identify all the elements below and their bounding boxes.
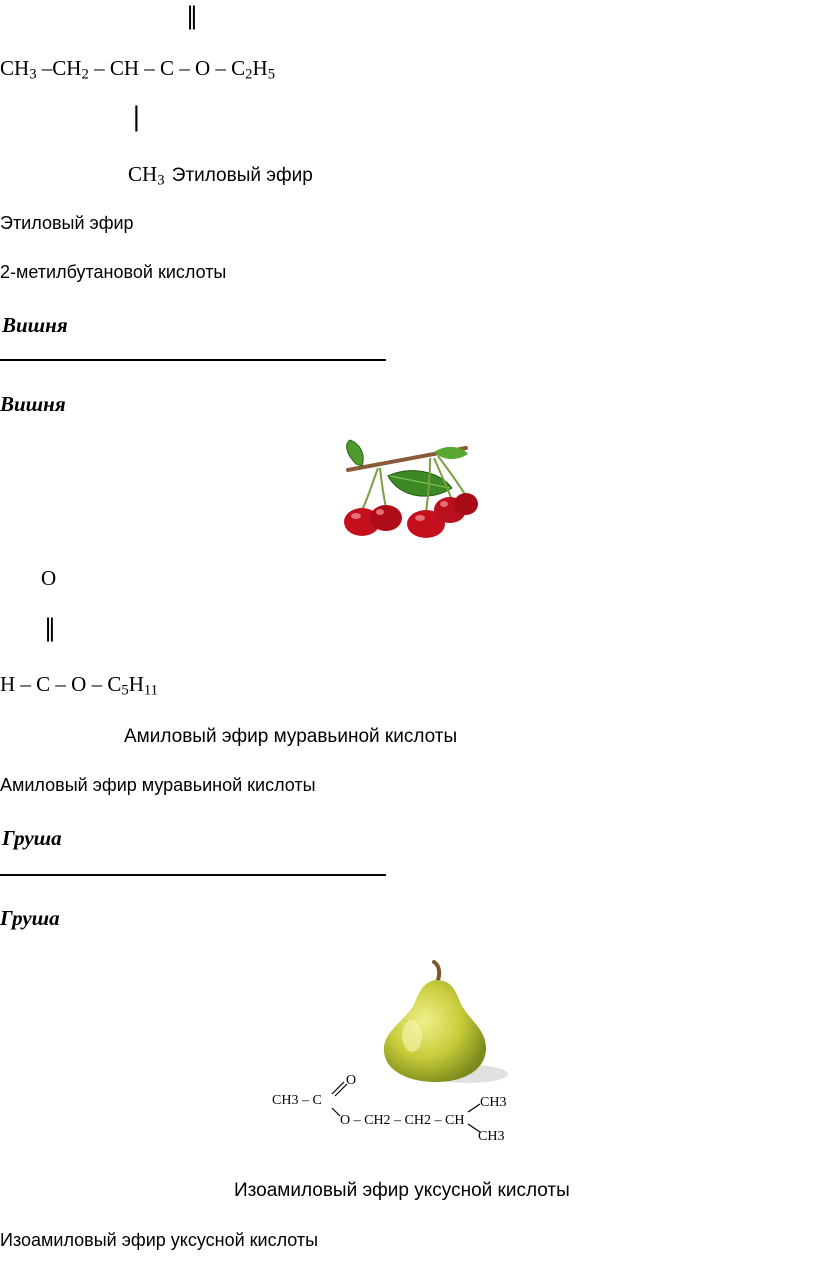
structure-ch3-bottom: CH3 (478, 1129, 505, 1144)
single-bond-symbol: | (132, 102, 141, 132)
structure-left: CH3 – C (272, 1093, 322, 1108)
ester-name-line-1: Этиловый эфир (0, 213, 134, 233)
pear-heading-2: Груша (0, 906, 60, 930)
structure-carbonyl-o: O (346, 1073, 357, 1088)
ester-formula-1: $CH_3$ $-CH_2$ – CH – C – O – $C_2H_5$ (0, 56, 276, 83)
double-bond-symbol: ‖ (186, 2, 198, 30)
cherry-heading-row (0, 313, 68, 338)
structure-ch3-top: CH3 (480, 1095, 507, 1110)
formula-caption: Этиловый эфир (171, 165, 313, 186)
isoamyl-acetate-structure (268, 1068, 518, 1148)
ester-name-2: Амиловый эфир муравьиной кислоты (0, 775, 316, 795)
ester-name-line-2: 2-метилбутановой кислоты (0, 262, 227, 282)
horizontal-rule (0, 359, 386, 361)
pear-heading-row (0, 826, 62, 851)
structure-chain: O – CH2 – CH2 – CH (340, 1113, 465, 1128)
cherry-image (338, 436, 486, 540)
ester-name-3: Изоамиловый эфир уксусной кислоты (0, 1230, 319, 1250)
pear-heading: Груша (2, 826, 62, 850)
double-bond-symbol: ‖ (44, 614, 56, 642)
carbonyl-oxygen: O (41, 566, 57, 590)
formula-caption-3: Изоамиловый эфир уксусной кислоты (234, 1180, 570, 1201)
cherry-heading-2: Вишня (0, 392, 66, 416)
horizontal-rule (0, 874, 386, 876)
ester-formula-2: H – C – O – $C_5H_{11}$ (0, 672, 159, 699)
cherry-heading: Вишня (2, 313, 68, 337)
methyl-branch: $CH_3$ Этиловый эфир (128, 162, 313, 189)
formula-caption-2: Амиловый эфир муравьиной кислоты (124, 726, 458, 747)
